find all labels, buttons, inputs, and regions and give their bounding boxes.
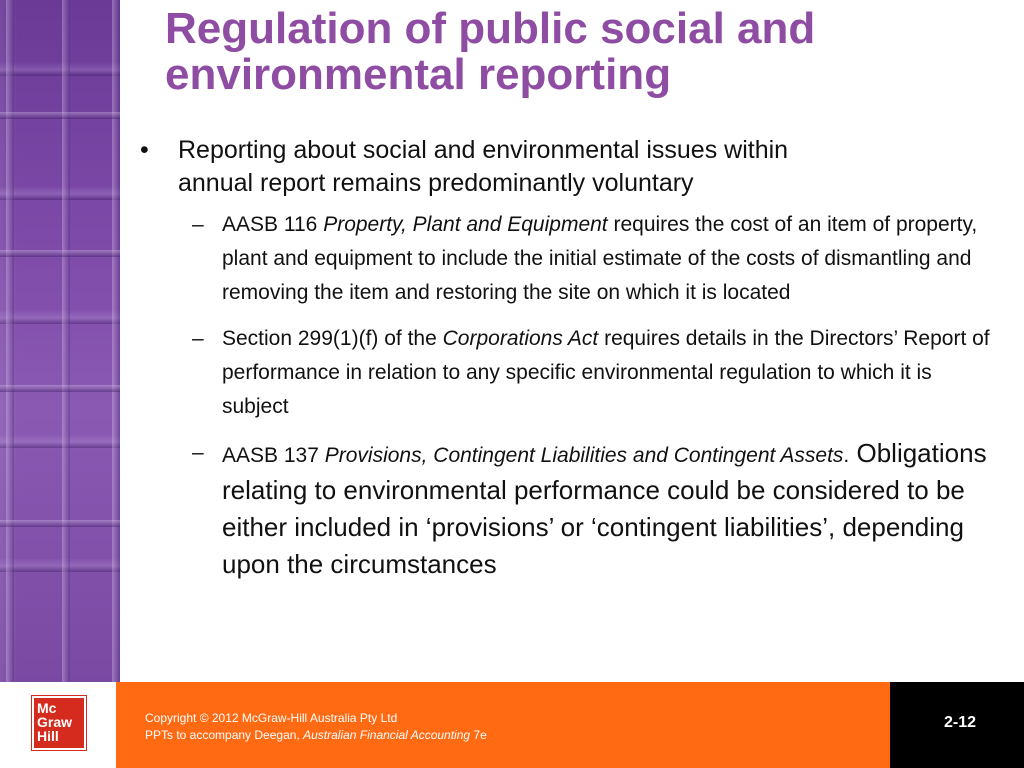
sub-bullet-marker: –	[192, 213, 204, 236]
ppts-prefix: PPTs to accompany Deegan,	[145, 728, 304, 742]
decorative-side-panel	[0, 0, 120, 682]
panel-grid-line	[0, 385, 120, 392]
slide-body	[140, 134, 1000, 596]
slide-title	[165, 6, 1005, 98]
logo-text: Hill	[37, 728, 59, 744]
sub-bullet-text: Obligations relating to environmental performance could be considered to be either included in ‘provisions’ or ‘contingent liabilities’, depending upon the circumstances	[222, 438, 987, 579]
panel-grid-line	[0, 250, 120, 257]
sub-bullet-marker: –	[192, 327, 204, 350]
logo-text: Graw	[37, 714, 73, 730]
bullet-text-line: Reporting about social and environmental issues within	[178, 136, 789, 164]
sub-bullet-prefix: AASB 116	[222, 213, 324, 236]
slide-footer	[0, 682, 1024, 768]
slide-title-line: environmental reporting	[165, 50, 672, 99]
sub-bullet-aasb137	[192, 436, 1000, 584]
panel-grid-line	[6, 0, 14, 682]
ppts-book-title: Australian Financial Accounting	[303, 728, 471, 742]
main-bullet	[140, 134, 1000, 200]
sub-bullet-period: .	[843, 444, 850, 467]
sub-bullet-italic: Property, Plant and Equipment	[323, 213, 608, 236]
sub-bullet-text: requires the cost of an item of property, plant and equipment to include the initial estimate of the costs of dismantling and removing the item and restoring the site on which it is located	[222, 213, 978, 304]
sub-bullet-section-299	[192, 322, 1000, 424]
sub-bullet-italic: Corporations Act	[442, 327, 599, 350]
sub-bullet-marker: –	[192, 441, 204, 464]
panel-grid-line	[62, 0, 70, 682]
panel-grid-line	[112, 0, 120, 682]
sub-bullet-text: requires details in the Directors’ Report of performance in relation to any specific environmental regulation to which it is subject	[222, 327, 990, 418]
ppts-suffix: 7e	[470, 728, 487, 742]
panel-grid-line	[0, 520, 120, 527]
bullet-text-line: annual report remains predominantly voluntary	[178, 169, 694, 197]
mcgraw-hill-logo	[32, 696, 86, 750]
bullet-marker: •	[140, 136, 149, 164]
sub-bullet-prefix: Section 299(1)(f) of the	[222, 327, 443, 350]
sub-bullet-prefix: AASB 137	[222, 444, 325, 467]
logo-text: Mc	[37, 700, 57, 716]
logo-area	[0, 682, 116, 768]
copyright-text: Copyright © 2012 McGraw-Hill Australia Pty Ltd	[145, 711, 398, 725]
slide-title-line: Regulation of public social and	[165, 4, 816, 53]
sub-bullet-aasb116	[192, 208, 1000, 310]
panel-grid-line	[0, 112, 120, 119]
slide-number: 2-12	[944, 714, 977, 731]
footer-copyright	[145, 710, 487, 744]
sub-bullet-italic: Provisions, Contingent Liabilities and Contingent Assets	[324, 444, 844, 467]
